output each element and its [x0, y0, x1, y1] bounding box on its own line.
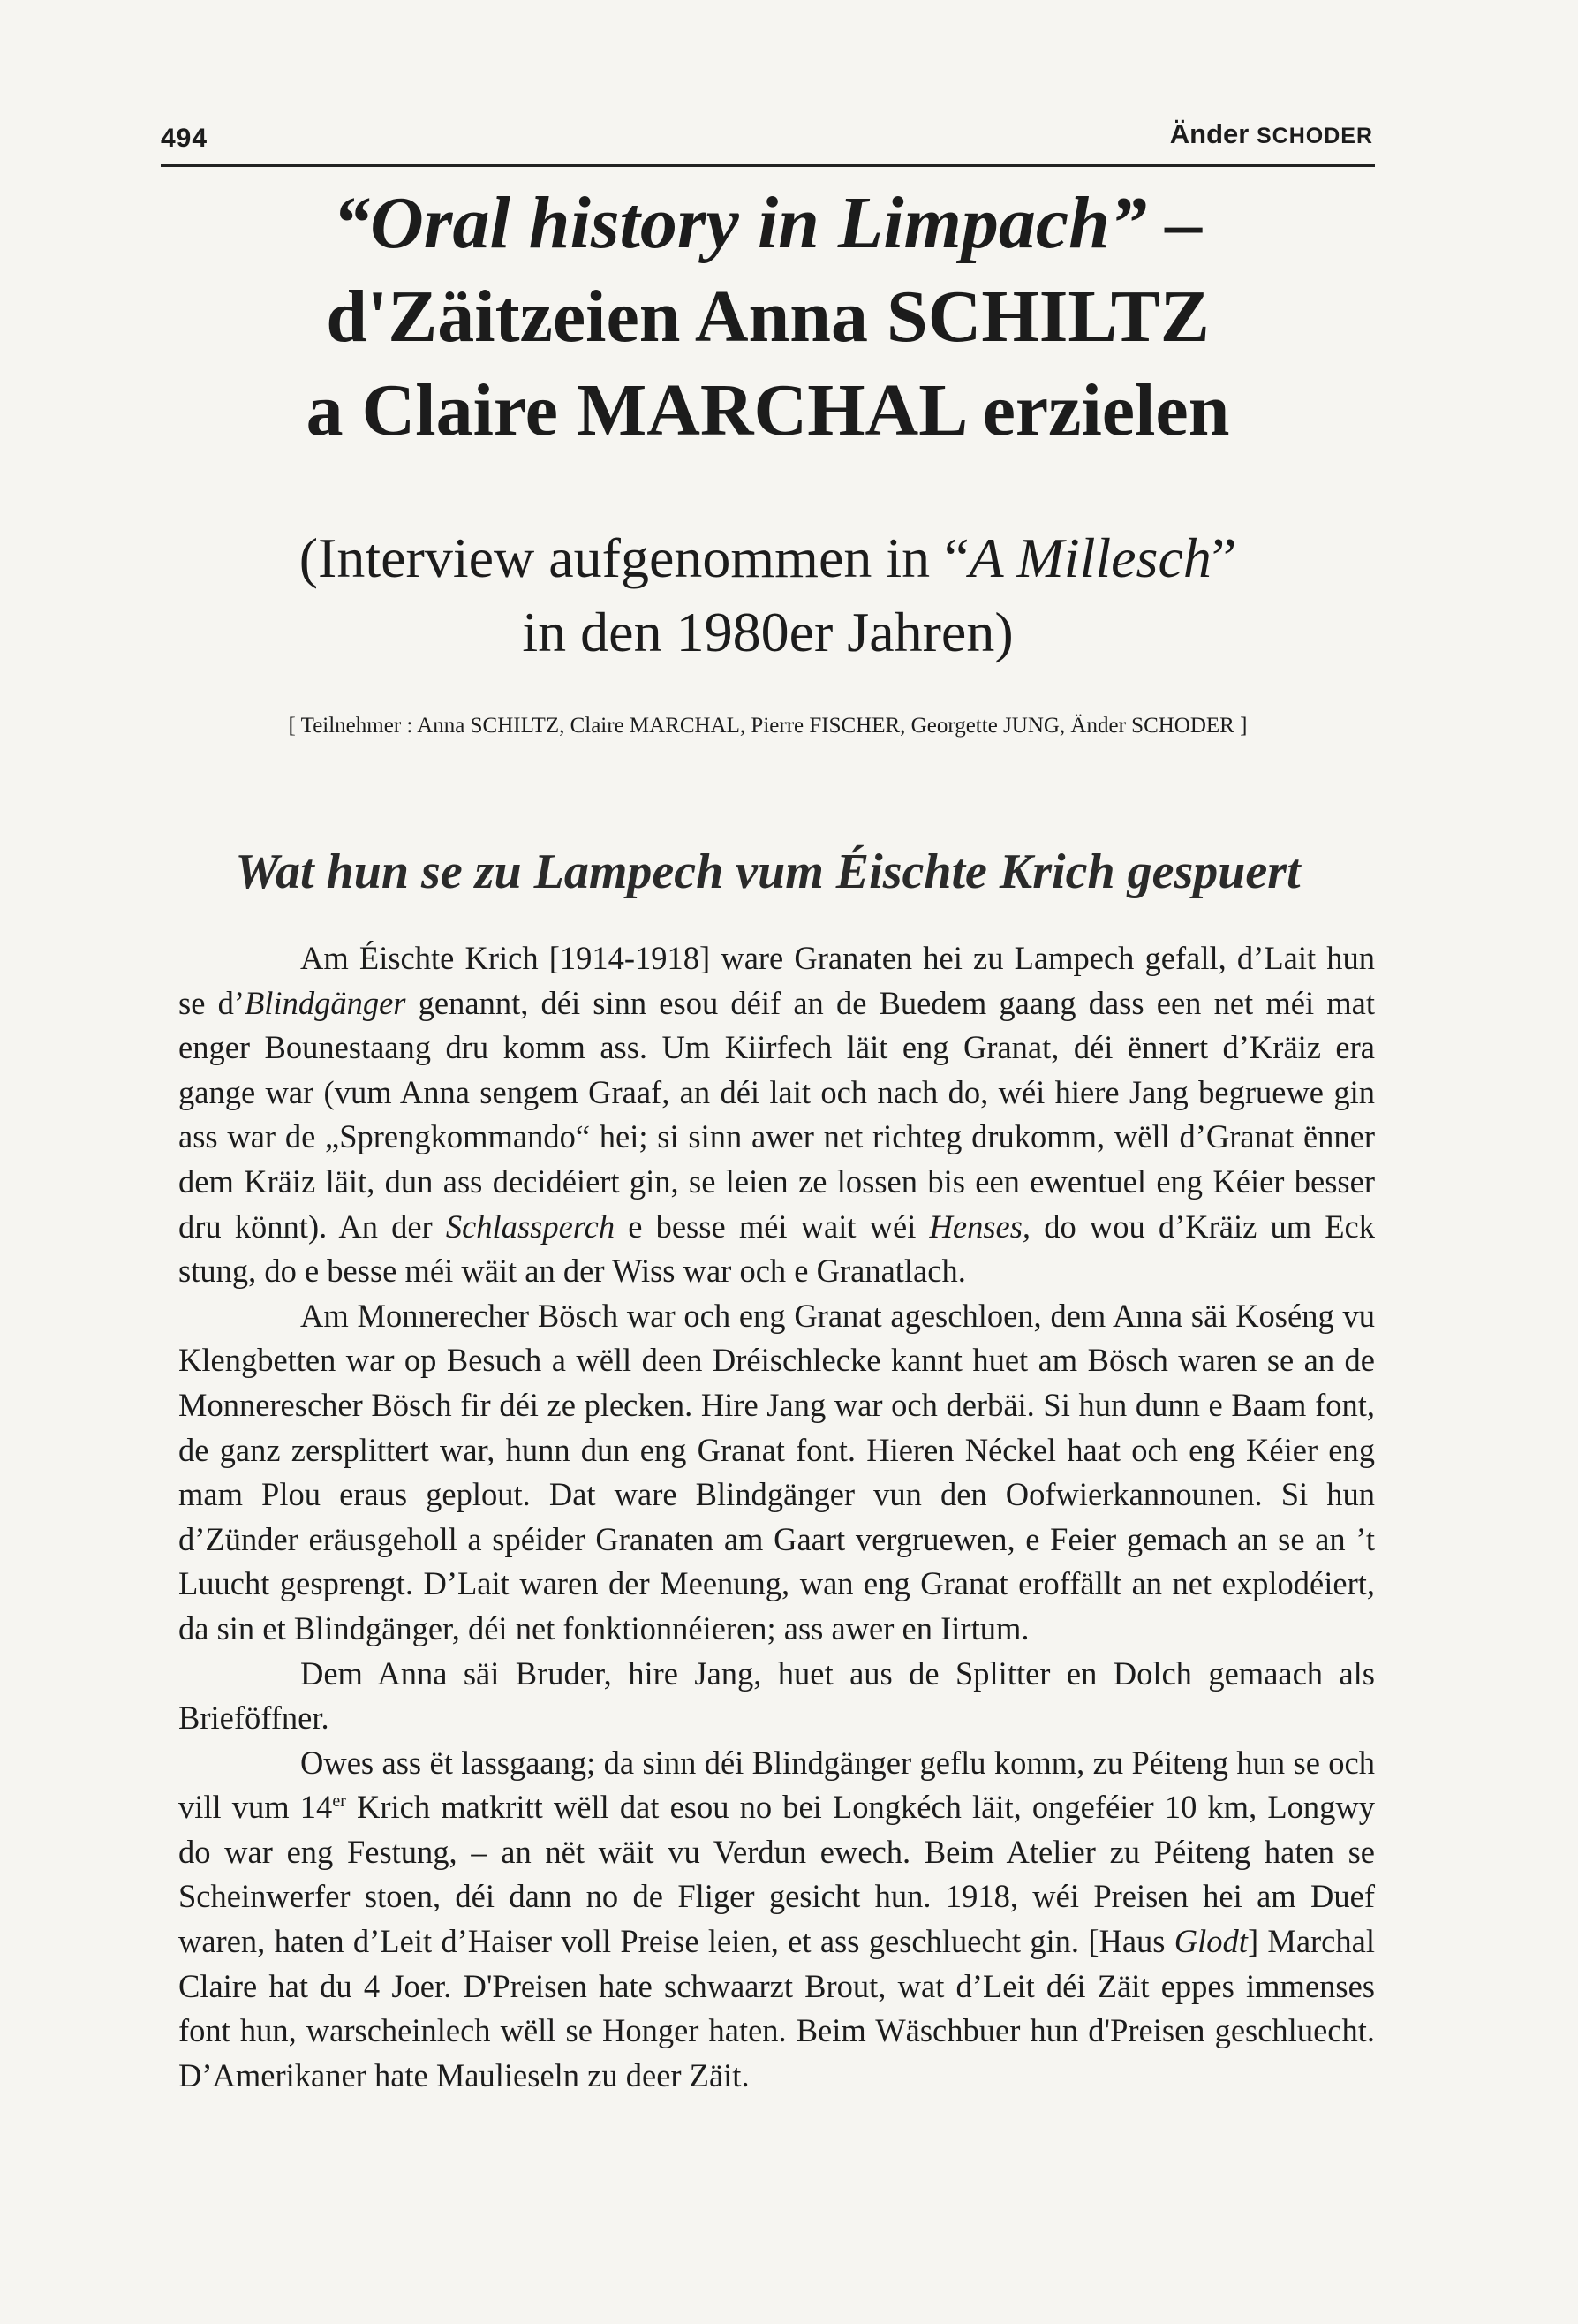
subtitle-line-1 [161, 521, 1375, 595]
p4-italic-glodt: Glodt [1174, 1923, 1248, 1960]
p1-italic-blindganger: Blindgänger [245, 984, 406, 1021]
participants-list: [ Teilnehmer : Anna SCHILTZ, Claire MARCHAL, Pierre FISCHER, Georgette JUNG, Änder SCHODER ] [288, 714, 1248, 738]
article-title [161, 177, 1375, 458]
running-header-author [1170, 118, 1373, 150]
p4-superscript: er [332, 1791, 346, 1812]
body-text [178, 936, 1375, 2098]
title-line-2: d'Zäitzeien Anna SCHILTZ [326, 276, 1210, 358]
p4-text-a: Owes ass ët lassgaang; da sinn déi Blindgänger geflu komm, zu Péiteng hun se och vill vum 14 [178, 1744, 1375, 1826]
subtitle-italic: A Millesch [969, 526, 1212, 589]
p4-text-d: ] Marchal Claire hat du 4 Joer. D'Preisen hate schwaarzt Brout, wat d’Leit déi Zäit eppes immenses font hun, warscheinlech wëll se Honger haten. Beim Wäschbuer hun d'Preisen geschluecht. D’Amerikaner hate Maulieseln zu deer Zäit. [178, 1923, 1375, 2093]
paragraph-2: Am Monnerecher Bösch war och eng Granat ageschloen, dem Anna säi Koséng vu Klengbetten war op Besuch a wëll deen Dréischlecke kannt huet am Bösch waren se an de Monnerescher Bösch fir déi ze plecken. Hire Jang war och derbäi. Si hun dunn e Baam font, de ganz zersplittert war, hunn dun eng Granat font. Hieren Néckel haat och eng Kéier eng mam Plou eraus geplout. Dat ware Blindgänger vun den Oofwierkannounen. Si hun d’Zünder eräusgeholl a spéider Granaten am Gaart vergruewen, e Feier gemach an se an ’t Luucht gesprengt. D’Lait waren der Meenung, wan eng Granat eroffällt an net explodéiert, da sin et Blindgänger, déi net fonktionnéieren; ass awer en Iirtum. [178, 1297, 1375, 1646]
author-last-name: SCHODER [1256, 124, 1373, 148]
p1-text-a: Am Éischte Krich [1914-1918] ware Granaten hei zu Lampech gefall, d’Lait hun se d’ [178, 940, 1375, 1021]
p1-text-e: e besse méi wait wéi [615, 1207, 930, 1245]
author-first-name: Änder [1169, 118, 1250, 149]
header-rule [161, 164, 1375, 167]
page-number: 494 [161, 124, 208, 153]
title-line-1: “Oral history in Limpach” – [333, 182, 1203, 264]
p1-text-c: genannt, déi sinn esou déif an de Buedem gaang dass een net méi mat enger Bounestaang dru komm ass. Um Kiirfech läit eng Granat, déi ënnert d’Kräiz era gange war (vum Anna sengem Graaf, an déi lait och nach do, wéi hiere Jang begruewe gin ass war de „Sprengkommando“ hei; si sinn awer net richteg drukomm, wëll d’Granat ënner dem Kräiz läit, dun ass decidéiert gin, se leien ze lossen bis een ewentuel eng Kéier besser dru könnt). An der [178, 984, 1376, 1245]
p1-italic-henses: Henses, [929, 1207, 1031, 1245]
p4-text-b: Krich matkritt wëll dat esou no bei Longkéch läit, ongeféier 10 km, Longwy do war eng Festung, – an nët wäit vu Verdun ewech. Beim Atelier zu Péiteng haten se Scheinwerfer stoen, déi dann no de Fliger gesicht hun. 1918, wéi Preisen hei am Duef waren, haten d’Leit d’Haiser voll Preise leien, et ass geschluecht gin. [Haus [178, 1789, 1375, 1960]
title-line-3: a Claire MARCHAL erzielen [306, 369, 1230, 451]
paragraph-1 [178, 936, 1375, 1294]
paragraph-3: Dem Anna säi Bruder, hire Jang, huet aus de Splitter en Dolch gemaach als Brieföffner. [178, 1654, 1375, 1737]
p1-italic-schlassperch: Schlassperch [445, 1207, 615, 1245]
paragraph-4 [178, 1741, 1375, 2099]
subtitle [161, 521, 1375, 670]
p1-text-g: do wou d’Kräiz um Eck stung, do e besse méi wäit an der Wiss war och e Granatlach. [178, 1207, 1375, 1290]
subtitle-part-2: ” [1211, 526, 1237, 589]
subtitle-line-2: in den 1980er Jahren) [522, 601, 1014, 663]
section-heading: Wat hun se zu Lampech vum Éischte Krich gespuert [235, 844, 1301, 899]
subtitle-part-1: (Interview aufgenommen in “ [298, 526, 970, 589]
